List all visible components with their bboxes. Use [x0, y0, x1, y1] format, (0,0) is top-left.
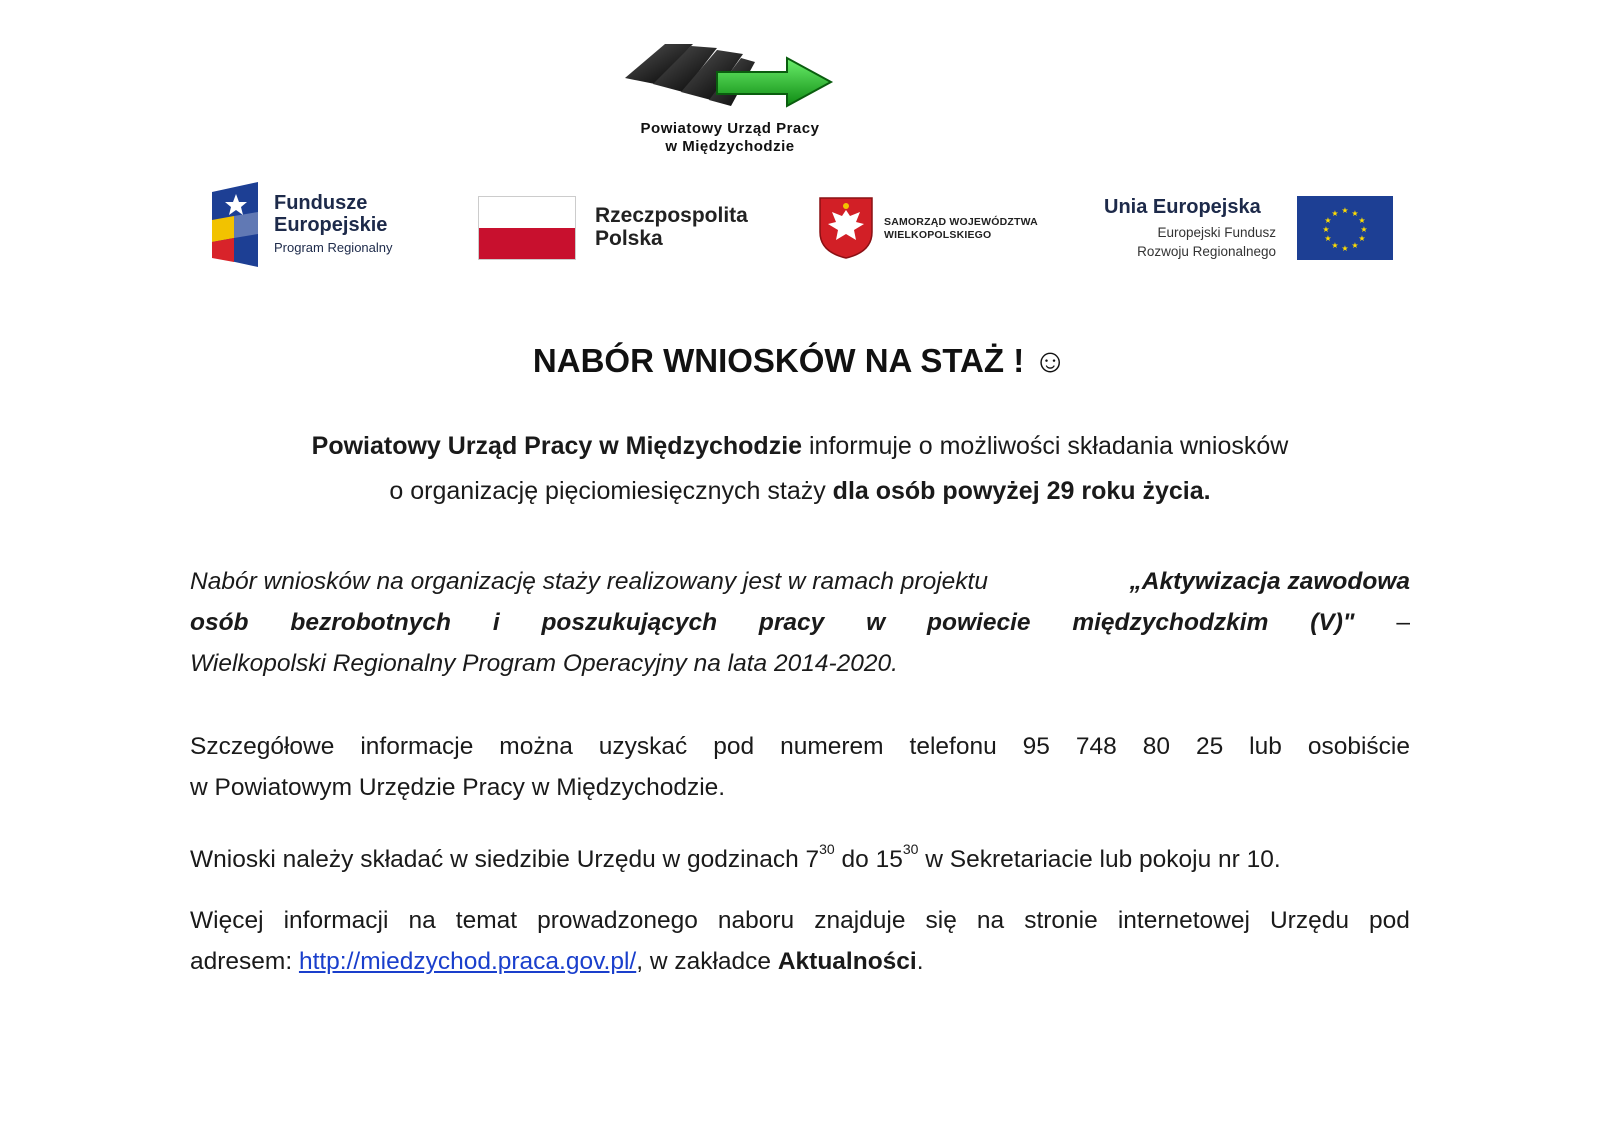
more-word: prowadzonego	[537, 907, 698, 934]
phone-part: 95	[1022, 733, 1050, 760]
svg-text:★: ★	[1324, 216, 1332, 225]
phone-part: 25	[1195, 733, 1224, 760]
page-title: NABÓR WNIOSKÓW NA STAŻ ! ☺	[532, 342, 1068, 379]
rp-line1: Rzeczpospolita	[595, 204, 748, 227]
more-word: naboru	[717, 907, 795, 934]
project-line3: Wielkopolski Regionalny Program Operacyjny na lata 2014-2020.	[190, 650, 898, 677]
more-word: się	[925, 907, 957, 934]
intro-text1: informuje o możliwości składania wniosków	[802, 432, 1289, 460]
contact-word: można	[499, 733, 573, 760]
project-word: w	[866, 609, 886, 636]
svg-text:★: ★	[1322, 225, 1330, 234]
more-info-paragraph	[190, 900, 1410, 982]
intro-line2	[150, 469, 1450, 514]
news-tab-name: Aktualności	[777, 948, 917, 975]
contact-word: pod	[713, 733, 755, 760]
project-word: powiecie	[927, 609, 1031, 636]
rp-line2: Polska	[595, 227, 663, 250]
svg-text:★: ★	[1341, 206, 1349, 215]
samorzad-line2: WIELKOPOLSKIEGO	[884, 229, 992, 241]
project-paragraph	[190, 561, 1410, 684]
hours-text2: do 15	[834, 846, 903, 874]
samorzad-line1: SAMORZĄD WOJEWÓDZTWA	[884, 216, 1038, 228]
more-word: stronie	[1024, 907, 1098, 934]
hours-sup2: 30	[902, 841, 919, 857]
svg-text:★: ★	[1331, 209, 1339, 218]
more-line1	[190, 900, 1410, 941]
more-line2-text2: , w zakładce	[636, 948, 778, 975]
project-line1-text: Nabór wniosków na organizację staży realizowany jest w ramach projektu	[190, 568, 988, 595]
arrow-logo-icon	[625, 36, 835, 111]
more-word: na	[408, 907, 436, 934]
eagle-shield-icon	[818, 196, 874, 260]
contact-line2: w Powiatowym Urzędzie Pracy w Międzychodzie.	[190, 774, 726, 801]
contact-word: osobiście	[1307, 733, 1410, 760]
polish-flag-icon	[478, 196, 576, 260]
more-word: internetowej	[1117, 907, 1250, 934]
svg-text:★: ★	[1331, 241, 1339, 250]
project-word: i	[492, 609, 500, 636]
more-word: znajduje	[814, 907, 906, 934]
fundusze-logo	[212, 182, 393, 272]
svg-text:★: ★	[1324, 234, 1332, 243]
website-link[interactable]: http://miedzychod.praca.gov.pl/	[298, 948, 637, 975]
more-word: Urzędu	[1269, 907, 1349, 934]
target-group: dla osób powyżej 29 roku życia.	[832, 477, 1211, 505]
project-word: międzychodzkim	[1072, 609, 1269, 636]
hours-text3: w Sekretariacie lub pokoju nr 10.	[918, 846, 1281, 874]
hours-sup1: 30	[819, 841, 835, 857]
fundusze-line2: Europejskie	[274, 214, 388, 236]
eu-flag-icon	[1297, 196, 1393, 260]
contact-word: numerem	[780, 733, 884, 760]
project-word: (V)"	[1310, 609, 1355, 636]
contact-word: telefonu	[909, 733, 997, 760]
organization-name: Powiatowy Urząd Pracy w Międzychodzie	[311, 432, 803, 460]
pup-logo-line1: Powiatowy Urząd Pracy	[640, 120, 820, 137]
svg-text:★: ★	[1341, 244, 1349, 253]
project-dash: –	[1396, 609, 1410, 636]
fundusze-emblem-icon	[212, 182, 258, 267]
fundusze-sub: Program Regionalny	[274, 240, 393, 255]
ue-title: Unia Europejska	[1104, 196, 1261, 218]
project-word: poszukujących	[541, 609, 718, 636]
project-line1	[190, 561, 1410, 602]
contact-word: informacje	[360, 733, 474, 760]
pup-logo	[600, 36, 860, 161]
project-word: osób	[190, 609, 249, 636]
phone-part: 80	[1142, 733, 1170, 760]
more-word: na	[976, 907, 1005, 934]
contact-paragraph	[190, 726, 1410, 808]
project-word: bezrobotnych	[290, 609, 451, 636]
svg-text:★: ★	[1358, 234, 1366, 243]
more-word: pod	[1369, 907, 1410, 934]
pup-logo-line2: w Międzychodzie	[665, 138, 795, 155]
more-line2-text1: adresem:	[190, 948, 299, 975]
more-line2	[190, 941, 1410, 982]
contact-line1	[190, 726, 1410, 767]
ue-sub2: Rozwoju Regionalnego	[1137, 244, 1276, 259]
project-word: pracy	[758, 609, 825, 636]
ue-sub1: Europejski Fundusz	[1157, 225, 1276, 240]
svg-text:★: ★	[1358, 216, 1366, 225]
svg-text:★: ★	[1351, 241, 1359, 250]
project-line2	[190, 602, 1410, 643]
samorzad-logo	[818, 196, 1038, 265]
hours-text1: Wnioski należy składać w siedzibie Urzędu w godzinach 7	[190, 846, 820, 874]
contact-word: uzyskać	[598, 733, 688, 760]
phone-part: 748	[1075, 733, 1117, 760]
more-word: informacji	[283, 907, 389, 934]
contact-word: lub	[1249, 733, 1282, 760]
more-word: Więcej	[190, 907, 264, 934]
svg-text:★: ★	[1360, 225, 1368, 234]
intro-paragraph	[150, 424, 1450, 514]
contact-word: Szczegółowe	[190, 733, 335, 760]
intro-line1	[150, 424, 1450, 469]
more-line2-end: .	[916, 948, 924, 975]
project-name-start: „Aktywizacja zawodowa	[1129, 568, 1410, 595]
more-word: temat	[455, 907, 518, 934]
hours-paragraph	[190, 833, 1410, 880]
svg-text:★: ★	[1351, 209, 1359, 218]
fundusze-line1: Fundusze	[274, 192, 368, 214]
intro-text2: o organizację pięciomiesięcznych staży	[389, 477, 833, 505]
